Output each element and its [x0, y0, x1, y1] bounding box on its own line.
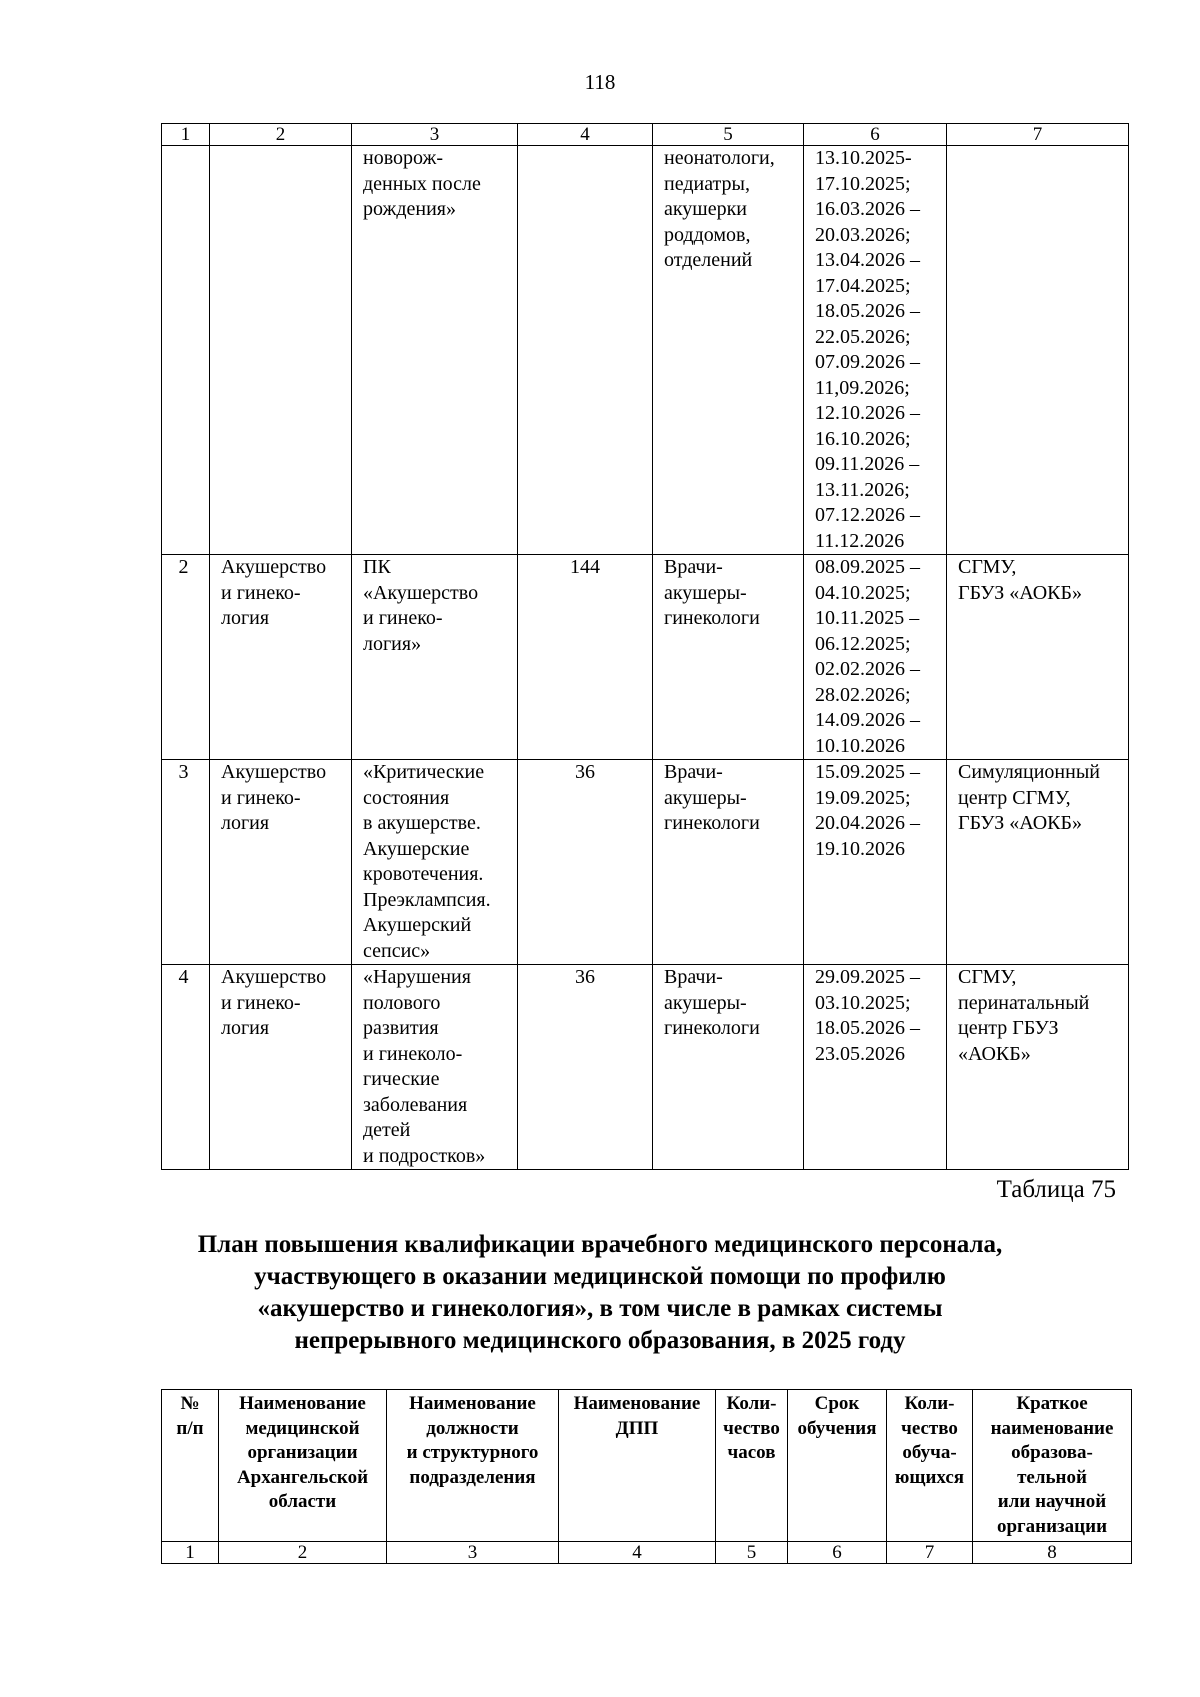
hours-cell	[518, 146, 653, 555]
cell-line: логия»	[363, 632, 422, 655]
header-line: образова-	[1011, 1442, 1093, 1463]
cell-line: неонатологи,	[664, 147, 775, 169]
column-number: 7	[887, 1542, 973, 1564]
table-row	[162, 965, 1129, 1170]
audience-cell	[653, 555, 804, 760]
column-header	[387, 1390, 559, 1542]
header-line: Краткое	[1016, 1393, 1088, 1414]
cell-line: Акушерские	[363, 837, 470, 860]
column-number: 6	[804, 124, 947, 146]
column-number: 1	[162, 124, 210, 146]
heading-line: участвующего в оказании медицинской помощи по профилю	[254, 1263, 946, 1290]
table-row	[162, 555, 1129, 760]
cell-line: 06.12.2025;	[815, 632, 911, 655]
audience-cell	[653, 760, 804, 965]
cell-line: «Критические	[363, 761, 485, 783]
hours-cell: 36	[518, 760, 653, 965]
column-number: 4	[518, 124, 653, 146]
header-line: Наименование	[239, 1393, 366, 1414]
cell-line: отделений	[664, 249, 753, 271]
cell-line: ГБУЗ «АОКБ»	[958, 812, 1082, 834]
dates-cell	[804, 146, 947, 555]
header-line: Срок	[814, 1393, 860, 1414]
program-cell	[352, 555, 518, 760]
specialty-cell	[210, 146, 352, 555]
cell-line: 12.10.2026 –	[815, 402, 920, 424]
cell-line: 11.12.2026	[815, 529, 905, 552]
cell-line: акушеры-	[664, 786, 747, 809]
cell-line: 11,09.2026;	[815, 376, 910, 399]
cell-line: гинекологи	[664, 812, 760, 834]
cell-line: 28.02.2026;	[815, 683, 911, 706]
header-line: Коли-	[726, 1393, 777, 1414]
cell-line: центр ГБУЗ	[958, 1017, 1059, 1039]
column-header	[162, 1390, 219, 1542]
cell-line: и гинеко-	[221, 786, 301, 809]
cell-line: ГБУЗ «АОКБ»	[958, 581, 1082, 604]
header-line: обучения	[797, 1417, 877, 1439]
cell-line: 13.11.2026;	[815, 478, 910, 501]
cell-line: роддомов,	[664, 223, 751, 246]
table-row	[162, 760, 1129, 965]
cell-line: гические	[363, 1068, 440, 1090]
column-number: 3	[352, 124, 518, 146]
cell-line: педиатры,	[664, 172, 750, 195]
header-line: подразделения	[409, 1466, 536, 1488]
header-line: чество	[901, 1417, 958, 1439]
specialty-cell	[210, 760, 352, 965]
cell-line: 19.09.2025;	[815, 786, 911, 809]
cell-line: и подростков»	[363, 1144, 486, 1167]
column-number: 6	[788, 1542, 887, 1564]
row-number-cell: 2	[162, 555, 210, 760]
header-line: организации	[996, 1515, 1108, 1537]
cell-line: 10.10.2026	[815, 734, 905, 757]
dates-cell	[804, 965, 947, 1170]
cell-line: и гинеколо-	[363, 1042, 463, 1065]
cell-line: 29.09.2025 –	[815, 966, 920, 988]
cell-line: заболевания	[363, 1093, 468, 1116]
cell-line: Акушерский	[363, 914, 472, 936]
specialty-cell	[210, 555, 352, 760]
cell-line: 07.09.2026 –	[815, 351, 920, 373]
program-cell	[352, 146, 518, 555]
column-header	[559, 1390, 716, 1542]
cell-line: 16.10.2026;	[815, 427, 911, 450]
cell-line: развития	[363, 1017, 439, 1039]
cell-line: и гинеко-	[363, 607, 443, 629]
column-number: 4	[559, 1542, 716, 1564]
cell-line: СГМУ,	[958, 556, 1017, 578]
header-line: ющихся	[894, 1466, 965, 1488]
column-number: 8	[973, 1542, 1132, 1564]
column-number: 5	[716, 1542, 788, 1564]
table-row	[162, 146, 1129, 555]
page-number: 118	[584, 70, 616, 94]
header-line: или научной	[997, 1491, 1107, 1512]
specialty-cell	[210, 965, 352, 1170]
cell-line: 17.04.2025;	[815, 274, 911, 297]
qualification-plan-table	[161, 1389, 1132, 1564]
row-number-cell	[162, 146, 210, 555]
cell-line: в акушерстве.	[363, 812, 481, 834]
cell-line: гинекологи	[664, 1017, 760, 1039]
cell-line: 10.11.2025 –	[815, 607, 920, 629]
cell-line: 20.04.2026 –	[815, 812, 920, 834]
cell-line: Врачи-	[664, 966, 723, 988]
cell-line: логия	[221, 812, 270, 834]
cell-line: 02.02.2026 –	[815, 658, 920, 680]
cell-line: 04.10.2025;	[815, 581, 911, 604]
header-line: №	[180, 1393, 200, 1414]
continuation-table	[161, 123, 1129, 1170]
cell-line: 23.05.2026	[815, 1042, 905, 1065]
audience-cell	[653, 146, 804, 555]
column-number-row	[162, 124, 1129, 146]
cell-line: логия	[221, 1017, 270, 1039]
table-label: Таблица 75	[996, 1176, 1116, 1203]
header-line: Коли-	[904, 1393, 955, 1414]
column-header	[973, 1390, 1132, 1542]
cell-line: акушерки	[664, 198, 748, 220]
cell-line: СГМУ,	[958, 966, 1017, 988]
hours-cell: 36	[518, 965, 653, 1170]
column-number: 2	[210, 124, 352, 146]
header-line: должности	[426, 1417, 519, 1439]
row-number-cell: 4	[162, 965, 210, 1170]
row-number-cell: 3	[162, 760, 210, 965]
cell-line: «АОКБ»	[958, 1042, 1031, 1065]
header-line: Архангельской	[236, 1466, 369, 1488]
cell-line: Акушерство	[221, 556, 327, 578]
cell-line: 17.10.2025;	[815, 172, 911, 195]
cell-line: Врачи-	[664, 556, 723, 578]
column-number: 7	[947, 124, 1129, 146]
dates-cell	[804, 760, 947, 965]
program-cell	[352, 760, 518, 965]
cell-line: Акушерство	[221, 966, 327, 988]
header-line: и структурного	[406, 1442, 539, 1463]
column-header	[887, 1390, 973, 1542]
column-header	[788, 1390, 887, 1542]
cell-line: 19.10.2026	[815, 837, 905, 860]
header-line: часов	[727, 1442, 776, 1463]
cell-line: 18.05.2026 –	[815, 1017, 920, 1039]
header-line: медицинской	[245, 1417, 360, 1439]
column-header	[219, 1390, 387, 1542]
cell-line: Акушерство	[221, 761, 327, 783]
header-row	[162, 1390, 1132, 1542]
header-line: Наименование	[573, 1393, 701, 1414]
column-number: 2	[219, 1542, 387, 1564]
header-line: наименование	[990, 1417, 1114, 1439]
cell-line: «Акушерство	[363, 581, 479, 604]
header-line: ДПП	[615, 1417, 659, 1439]
heading-line: непрерывного медицинского образования, в 2025 году	[294, 1327, 906, 1354]
program-cell	[352, 965, 518, 1170]
cell-line: 20.03.2026;	[815, 223, 911, 246]
table-heading	[100, 1229, 1100, 1357]
cell-line: 16.03.2026 –	[815, 198, 920, 220]
cell-line: 08.09.2025 –	[815, 556, 920, 578]
cell-line: Врачи-	[664, 761, 723, 783]
dates-cell	[804, 555, 947, 760]
cell-line: ПК	[363, 556, 391, 578]
cell-line: денных после	[363, 172, 481, 195]
cell-line: 07.12.2026 –	[815, 504, 920, 526]
cell-line: полового	[363, 991, 441, 1014]
cell-line: 15.09.2025 –	[815, 761, 920, 783]
cell-line: и гинеко-	[221, 991, 301, 1014]
cell-line: Преэклампсия.	[363, 888, 491, 911]
header-line: Наименование	[409, 1393, 536, 1414]
organization-cell	[947, 760, 1129, 965]
header-line: чество	[723, 1417, 780, 1439]
cell-line: и гинеко-	[221, 581, 301, 604]
column-number: 1	[162, 1542, 219, 1564]
cell-line: 03.10.2025;	[815, 991, 911, 1014]
organization-cell	[947, 146, 1129, 555]
cell-line: акушеры-	[664, 581, 747, 604]
column-number: 3	[387, 1542, 559, 1564]
column-number-row	[162, 1542, 1132, 1564]
hours-cell: 144	[518, 555, 653, 760]
cell-line: 13.10.2025-	[815, 147, 912, 169]
cell-line: центр СГМУ,	[958, 786, 1071, 809]
heading-line: «акушерство и гинекология», в том числе в рамках системы	[257, 1295, 943, 1322]
cell-line: гинекологи	[664, 607, 760, 629]
cell-line: 18.05.2026 –	[815, 300, 920, 322]
header-line: тельной	[1017, 1466, 1087, 1488]
cell-line: 13.04.2026 –	[815, 249, 920, 271]
cell-line: Симуляционный	[958, 761, 1100, 783]
heading-line: План повышения квалификации врачебного медицинского персонала,	[197, 1231, 1003, 1258]
column-header	[716, 1390, 788, 1542]
cell-line: перинатальный	[958, 991, 1090, 1014]
cell-line: рождения»	[363, 198, 456, 220]
cell-line: 22.05.2026;	[815, 325, 911, 348]
cell-line: акушеры-	[664, 991, 747, 1014]
organization-cell	[947, 965, 1129, 1170]
audience-cell	[653, 965, 804, 1170]
header-line: обуча-	[902, 1442, 957, 1463]
column-number: 5	[653, 124, 804, 146]
header-line: области	[268, 1491, 337, 1512]
cell-line: «Нарушения	[363, 966, 471, 988]
header-line: организации	[247, 1442, 358, 1463]
cell-line: логия	[221, 607, 270, 629]
cell-line: 09.11.2026 –	[815, 453, 920, 475]
organization-cell	[947, 555, 1129, 760]
cell-line: кровотечения.	[363, 863, 484, 885]
cell-line: детей	[363, 1119, 411, 1141]
cell-line: 14.09.2026 –	[815, 709, 920, 731]
cell-line: состояния	[363, 786, 450, 809]
cell-line: сепсис»	[363, 939, 431, 962]
header-line: п/п	[176, 1417, 204, 1439]
cell-line: новорож-	[363, 147, 443, 169]
